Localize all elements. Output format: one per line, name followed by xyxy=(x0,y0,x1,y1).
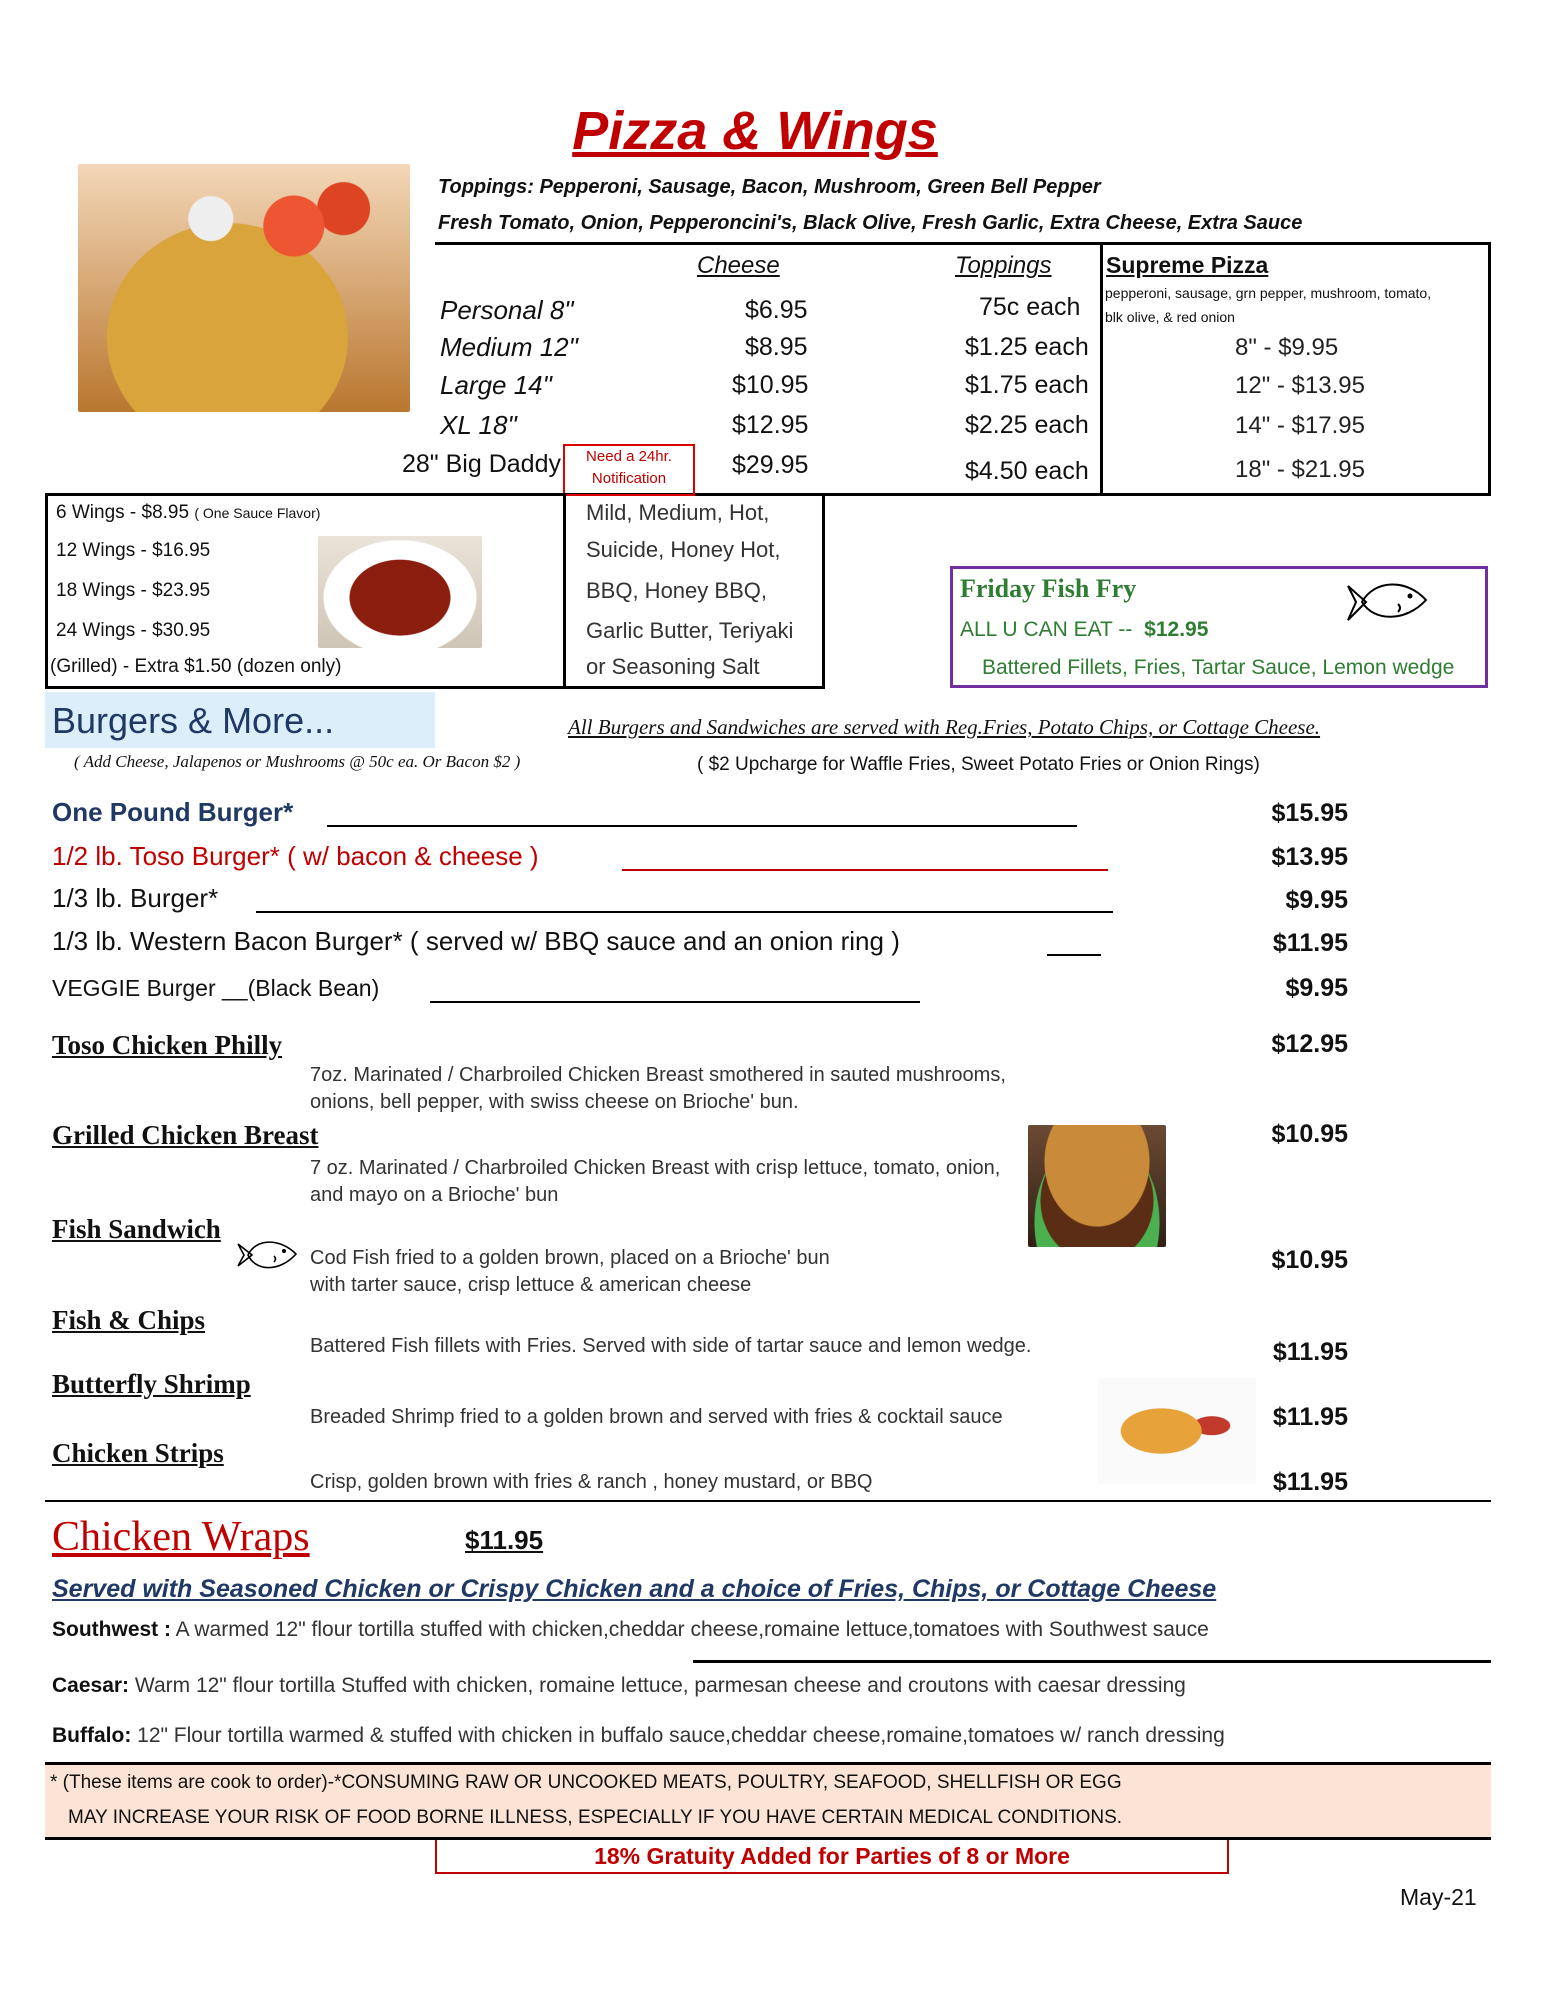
pizza-size: XL 18" xyxy=(440,410,517,440)
section-divider xyxy=(45,1500,1491,1502)
cheese-price: $10.95 xyxy=(732,371,809,399)
topping-price: $4.50 each xyxy=(965,457,1089,485)
burger-item: 1/2 lb. Toso Burger* ( w/ bacon & cheese ) xyxy=(52,841,539,871)
sandwich-name: Toso Chicken Philly xyxy=(52,1030,283,1060)
pizza-table-border xyxy=(435,242,1491,245)
burger-item: 1/3 lb. Western Bacon Burger* ( served w/ BBQ sauce and an onion ring ) xyxy=(52,926,900,956)
section-divider xyxy=(693,1660,1491,1663)
cheese-price: $6.95 xyxy=(745,296,808,324)
notification-badge xyxy=(563,444,695,496)
wings-24: 24 Wings - $30.95 xyxy=(56,620,211,641)
wraps-subtitle: Served with Seasoned Chicken or Crispy Chicken and a choice of Fries, Chips, or Cottage Cheese xyxy=(52,1575,1217,1603)
sandwich-desc: 7oz. Marinated / Charbroiled Chicken Breast smothered in sauted mushrooms, onions, bell pepper, with swiss cheese on Brioche' bun. xyxy=(310,1064,1006,1113)
sandwich-price: $10.95 xyxy=(1271,1120,1348,1148)
leader-line xyxy=(1047,954,1101,956)
supreme-desc: blk olive, & red onion xyxy=(1105,309,1235,325)
burger-price: $15.95 xyxy=(1271,799,1348,827)
menu-date: May-21 xyxy=(1400,1884,1477,1910)
sandwich-name: Chicken Strips xyxy=(52,1438,224,1468)
supreme-desc: pepperoni, sausage, grn pepper, mushroom, tomato, xyxy=(1105,285,1432,301)
sandwich-price: $11.95 xyxy=(1272,1468,1348,1496)
topping-price: $1.25 each xyxy=(965,333,1089,361)
fish-fry-offer xyxy=(960,618,1208,642)
pizza-size: 28" Big Daddy xyxy=(402,450,561,478)
toppings-line-1: Toppings: Pepperoni, Sausage, Bacon, Mushroom, Green Bell Pepper xyxy=(438,176,1101,198)
supreme-price: 18" - $21.95 xyxy=(1235,456,1365,483)
sandwich-desc: Cod Fish fried to a golden brown, placed on a Brioche' bun with tarter sauce, crisp lettuce & american cheese xyxy=(310,1247,830,1296)
sandwich-name: Grilled Chicken Breast xyxy=(52,1120,319,1150)
sandwich-name: Fish Sandwich xyxy=(52,1214,221,1244)
wrap-name: Buffalo: xyxy=(52,1724,132,1747)
sandwich-price: $11.95 xyxy=(1272,1403,1348,1431)
burger-price: $13.95 xyxy=(1271,843,1348,871)
wrap-desc: A warmed 12" flour tortilla stuffed with chicken,cheddar cheese,romaine lettuce,tomatoes with Southwest sauce xyxy=(171,1618,1209,1641)
fish-fry-price: $12.95 xyxy=(1144,618,1209,641)
wings-6-note: ( One Sauce Flavor) xyxy=(194,505,321,521)
supreme-price: 12" - $13.95 xyxy=(1235,372,1365,399)
burger-item: 1/3 lb. Burger* xyxy=(52,883,219,913)
burgers-add-ons: ( Add Cheese, Jalapenos or Mushrooms @ 50c ea. Or Bacon $2 ) xyxy=(74,752,521,771)
wings-6 xyxy=(56,502,320,524)
wings-18: 18 Wings - $23.95 xyxy=(56,580,211,601)
wrap-desc: 12" Flour tortilla warmed & stuffed with chicken in buffalo sauce,cheddar cheese,romaine,tomatoes w/ ranch dressing xyxy=(131,1724,1225,1747)
sandwich-name: Fish & Chips xyxy=(52,1305,206,1335)
pizza-size: Large 14" xyxy=(440,370,552,400)
wings-box-border xyxy=(45,493,48,689)
leader-line xyxy=(622,869,1108,871)
sauce-line: or Seasoning Salt xyxy=(586,654,760,679)
sandwich-desc: Battered Fish fillets with Fries. Served with side of tartar sauce and lemon wedge. xyxy=(310,1335,1032,1357)
cheese-price: $12.95 xyxy=(732,411,809,439)
cheese-price: $8.95 xyxy=(745,333,808,361)
wings-12: 12 Wings - $16.95 xyxy=(56,540,211,561)
sandwich-price: $12.95 xyxy=(1271,1030,1348,1058)
fish-fry-offer-text: ALL U CAN EAT -- xyxy=(960,618,1133,641)
sandwich-price: $10.95 xyxy=(1271,1246,1348,1274)
wrap-name: Southwest : xyxy=(52,1618,171,1641)
pizza-table-border xyxy=(45,493,1491,496)
fish-icon xyxy=(236,1234,298,1276)
leader-line xyxy=(430,1001,920,1003)
wrap-item xyxy=(52,1674,1186,1698)
burger-photo xyxy=(1028,1125,1166,1247)
burgers-title: Burgers & More... xyxy=(52,700,335,741)
burgers-upcharge: ( $2 Upcharge for Waffle Fries, Sweet Potato Fries or Onion Rings) xyxy=(697,754,1260,775)
topping-price: $2.25 each xyxy=(965,411,1089,439)
cheese-price: $29.95 xyxy=(732,451,809,479)
wrap-name: Caesar: xyxy=(52,1674,130,1697)
notification-text: Notification xyxy=(591,470,667,487)
pizza-table-divider xyxy=(1100,242,1103,496)
wings-photo xyxy=(318,536,482,648)
toppings-line-2: Fresh Tomato, Onion, Pepperoncini's, Black Olive, Fresh Garlic, Extra Cheese, Extra Sauce xyxy=(438,212,1303,234)
sandwich-desc: Breaded Shrimp fried to a golden brown and served with fries & cocktail sauce xyxy=(310,1406,1003,1428)
pizza-photo xyxy=(78,164,410,412)
col-toppings: Toppings xyxy=(955,252,1052,279)
sandwich-desc: Crisp, golden brown with fries & ranch , honey mustard, or BBQ xyxy=(310,1471,873,1493)
notification-text: Need a 24hr. xyxy=(586,448,672,465)
supreme-price: 14" - $17.95 xyxy=(1235,412,1365,439)
sandwich-name: Butterfly Shrimp xyxy=(52,1369,251,1399)
wings-grilled: (Grilled) - Extra $1.50 (dozen only) xyxy=(50,656,342,677)
wings-6-label: 6 Wings - $8.95 xyxy=(56,502,190,523)
wings-box-border xyxy=(563,493,566,689)
topping-price: $1.75 each xyxy=(965,371,1089,399)
leader-line xyxy=(256,911,1113,913)
health-warning-line-1: * (These items are cook to order)-*CONSUMING RAW OR UNCOOKED MEATS, POULTRY, SEAFOOD, SHELLFISH OR EGG xyxy=(50,1772,1122,1793)
sauce-line: Garlic Butter, Teriyaki xyxy=(586,618,794,643)
sauce-line: Suicide, Honey Hot, xyxy=(586,537,781,562)
health-warning-line-2: MAY INCREASE YOUR RISK OF FOOD BORNE ILLNESS, ESPECIALLY IF YOU HAVE CERTAIN MEDICAL CONDITIONS. xyxy=(68,1807,1123,1828)
burger-item: One Pound Burger* xyxy=(52,797,294,827)
sauce-line: Mild, Medium, Hot, xyxy=(586,500,770,525)
wraps-price: $11.95 xyxy=(465,1525,544,1555)
wrap-desc: Warm 12" flour tortilla Stuffed with chicken, romaine lettuce, parmesan cheese and croutons with caesar dressing xyxy=(129,1674,1186,1697)
fish-fry-title: Friday Fish Fry xyxy=(960,574,1137,603)
sauce-line: BBQ, Honey BBQ, xyxy=(586,578,767,603)
burgers-served-with: All Burgers and Sandwiches are served with Reg.Fries, Potato Chips, or Cottage Cheese. xyxy=(568,715,1321,739)
pizza-table-border xyxy=(1488,242,1491,496)
pizza-size: Medium 12" xyxy=(440,332,578,362)
burger-item: VEGGIE Burger __(Black Bean) xyxy=(52,975,380,1001)
burger-price: $9.95 xyxy=(1285,974,1348,1002)
col-cheese: Cheese xyxy=(697,252,780,279)
supreme-price: 8" - $9.95 xyxy=(1235,334,1339,361)
fish-fry-desc: Battered Fillets, Fries, Tartar Sauce, Lemon wedge xyxy=(982,656,1455,679)
leader-line xyxy=(327,825,1077,827)
gratuity-notice: 18% Gratuity Added for Parties of 8 or More xyxy=(435,1840,1229,1874)
topping-price: 75c each xyxy=(979,293,1081,321)
page-title: Pizza & Wings xyxy=(572,101,938,161)
wrap-item xyxy=(52,1618,1209,1642)
wrap-item xyxy=(52,1724,1225,1748)
wraps-title: Chicken Wraps xyxy=(52,1514,310,1560)
wings-box-border xyxy=(45,686,825,689)
warning-border xyxy=(45,1762,1491,1765)
sandwich-desc: 7 oz. Marinated / Charbroiled Chicken Breast with crisp lettuce, tomato, onion, and mayo on a Brioche' bun xyxy=(310,1157,1001,1206)
burger-price: $11.95 xyxy=(1272,929,1348,957)
burger-price: $9.95 xyxy=(1285,886,1348,914)
col-supreme: Supreme Pizza xyxy=(1106,252,1269,278)
wings-box-border xyxy=(822,493,825,689)
sandwich-price: $11.95 xyxy=(1272,1338,1348,1366)
pizza-size: Personal 8" xyxy=(440,295,574,325)
fish-icon xyxy=(1342,572,1430,632)
